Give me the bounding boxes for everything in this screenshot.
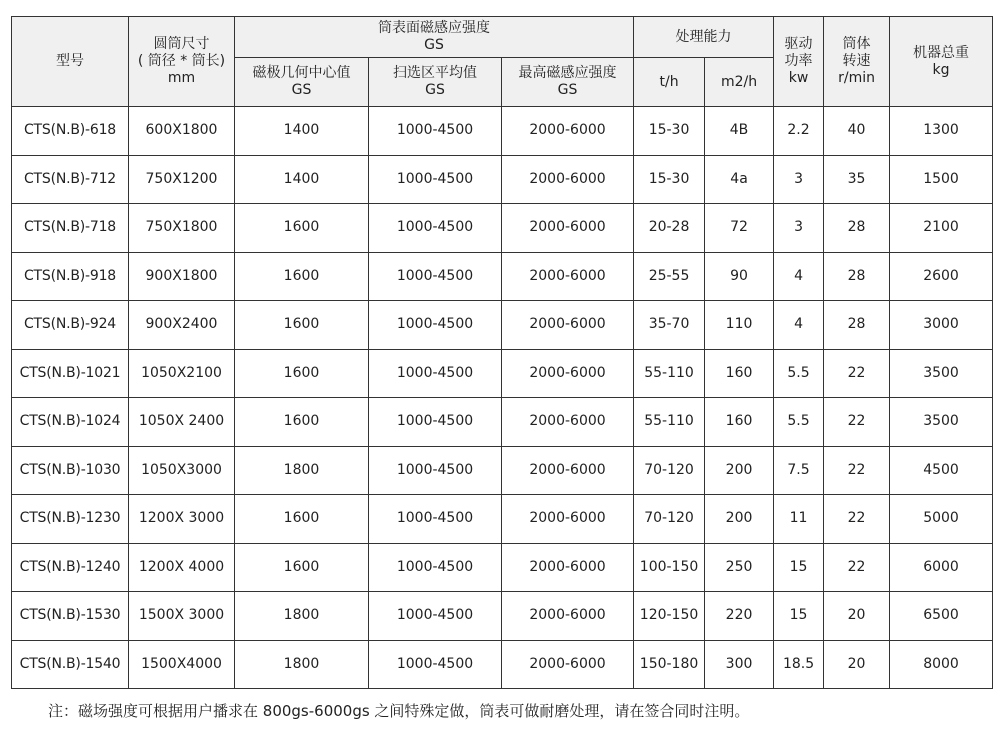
- table-row: [12, 107, 993, 156]
- cell-speed: 22: [824, 543, 890, 592]
- cell-pole-center: 1800: [235, 592, 369, 641]
- cell-weight: 3000: [890, 301, 993, 350]
- cell-m2h: 160: [705, 349, 774, 398]
- cell-m2h: 90: [705, 252, 774, 301]
- table-header: [12, 17, 993, 107]
- cell-m2h: 300: [705, 640, 774, 689]
- spec-table: [11, 16, 993, 689]
- cell-size: 750X1200: [129, 155, 235, 204]
- cell-m2h: 200: [705, 446, 774, 495]
- cell-pole-center: 1600: [235, 349, 369, 398]
- cell-sweep-avg: 1000-4500: [369, 204, 502, 253]
- cell-sweep-avg: 1000-4500: [369, 301, 502, 350]
- cell-model: CTS(N.B)-1230: [12, 495, 129, 544]
- cell-pole-center: 1400: [235, 107, 369, 156]
- cell-m2h: 110: [705, 301, 774, 350]
- cell-model: CTS(N.B)-918: [12, 252, 129, 301]
- cell-power: 3: [774, 204, 824, 253]
- table-body: [12, 107, 993, 689]
- cell-sweep-avg: 1000-4500: [369, 446, 502, 495]
- cell-speed: 22: [824, 398, 890, 447]
- cell-speed: 28: [824, 204, 890, 253]
- header-tph: t/h: [634, 58, 705, 107]
- cell-m2h: 200: [705, 495, 774, 544]
- cell-size: 1500X4000: [129, 640, 235, 689]
- cell-sweep-avg: 1000-4500: [369, 349, 502, 398]
- cell-power: 2.2: [774, 107, 824, 156]
- cell-weight: 6000: [890, 543, 993, 592]
- cell-weight: 8000: [890, 640, 993, 689]
- cell-pole-center: 1600: [235, 495, 369, 544]
- cell-size: 1050X2100: [129, 349, 235, 398]
- cell-power: 4: [774, 301, 824, 350]
- cell-m2h: 220: [705, 592, 774, 641]
- table-row: [12, 155, 993, 204]
- cell-size: 1200X 3000: [129, 495, 235, 544]
- table-row: [12, 252, 993, 301]
- cell-speed: 22: [824, 446, 890, 495]
- header-sweep-avg: 扫选区平均值 GS: [369, 58, 502, 107]
- header-capacity: 处理能力: [634, 17, 774, 58]
- cell-weight: 3500: [890, 398, 993, 447]
- cell-power: 5.5: [774, 349, 824, 398]
- cell-tph: 20-28: [634, 204, 705, 253]
- cell-size: 1050X 2400: [129, 398, 235, 447]
- cell-weight: 1300: [890, 107, 993, 156]
- cell-pole-center: 1800: [235, 640, 369, 689]
- cell-max-field: 2000-6000: [502, 155, 634, 204]
- cell-size: 600X1800: [129, 107, 235, 156]
- header-power: 驱动 功率 kw: [774, 17, 824, 107]
- cell-speed: 22: [824, 495, 890, 544]
- cell-sweep-avg: 1000-4500: [369, 398, 502, 447]
- cell-weight: 1500: [890, 155, 993, 204]
- cell-size: 1500X 3000: [129, 592, 235, 641]
- cell-model: CTS(N.B)-1240: [12, 543, 129, 592]
- table-row: [12, 640, 993, 689]
- cell-m2h: 250: [705, 543, 774, 592]
- cell-pole-center: 1400: [235, 155, 369, 204]
- cell-max-field: 2000-6000: [502, 204, 634, 253]
- cell-sweep-avg: 1000-4500: [369, 252, 502, 301]
- cell-power: 5.5: [774, 398, 824, 447]
- cell-weight: 6500: [890, 592, 993, 641]
- cell-pole-center: 1600: [235, 398, 369, 447]
- header-speed: 筒体 转速 r/min: [824, 17, 890, 107]
- cell-max-field: 2000-6000: [502, 349, 634, 398]
- cell-model: CTS(N.B)-1540: [12, 640, 129, 689]
- cell-tph: 35-70: [634, 301, 705, 350]
- header-surface-field: 筒表面磁感应强度 GS: [235, 17, 634, 58]
- cell-speed: 28: [824, 252, 890, 301]
- header-m2h: m2/h: [705, 58, 774, 107]
- table-row: [12, 543, 993, 592]
- header-model: 型号: [12, 17, 129, 107]
- cell-m2h: 4B: [705, 107, 774, 156]
- cell-m2h: 160: [705, 398, 774, 447]
- cell-sweep-avg: 1000-4500: [369, 155, 502, 204]
- cell-sweep-avg: 1000-4500: [369, 543, 502, 592]
- cell-model: CTS(N.B)-718: [12, 204, 129, 253]
- cell-max-field: 2000-6000: [502, 640, 634, 689]
- cell-pole-center: 1800: [235, 446, 369, 495]
- cell-max-field: 2000-6000: [502, 495, 634, 544]
- cell-model: CTS(N.B)-712: [12, 155, 129, 204]
- cell-pole-center: 1600: [235, 252, 369, 301]
- cell-model: CTS(N.B)-1024: [12, 398, 129, 447]
- table-row: [12, 204, 993, 253]
- table-row: [12, 301, 993, 350]
- cell-tph: 55-110: [634, 398, 705, 447]
- cell-tph: 100-150: [634, 543, 705, 592]
- footnote: 注：磁场强度可根据用户播求在 800gs-6000gs 之间特殊定做，筒表可做耐磨处理，请在签合同时注明。: [48, 702, 750, 720]
- cell-sweep-avg: 1000-4500: [369, 592, 502, 641]
- cell-max-field: 2000-6000: [502, 592, 634, 641]
- cell-model: CTS(N.B)-924: [12, 301, 129, 350]
- cell-model: CTS(N.B)-1530: [12, 592, 129, 641]
- cell-sweep-avg: 1000-4500: [369, 107, 502, 156]
- cell-weight: 2100: [890, 204, 993, 253]
- cell-m2h: 72: [705, 204, 774, 253]
- cell-sweep-avg: 1000-4500: [369, 640, 502, 689]
- table-row: [12, 446, 993, 495]
- table-row: [12, 495, 993, 544]
- cell-weight: 2600: [890, 252, 993, 301]
- cell-tph: 70-120: [634, 446, 705, 495]
- cell-max-field: 2000-6000: [502, 252, 634, 301]
- header-max-field: 最高磁感应强度 GS: [502, 58, 634, 107]
- table-row: [12, 592, 993, 641]
- cell-tph: 150-180: [634, 640, 705, 689]
- cell-power: 3: [774, 155, 824, 204]
- cell-power: 7.5: [774, 446, 824, 495]
- cell-pole-center: 1600: [235, 204, 369, 253]
- cell-speed: 20: [824, 592, 890, 641]
- cell-max-field: 2000-6000: [502, 107, 634, 156]
- cell-tph: 120-150: [634, 592, 705, 641]
- cell-model: CTS(N.B)-618: [12, 107, 129, 156]
- cell-model: CTS(N.B)-1030: [12, 446, 129, 495]
- cell-tph: 55-110: [634, 349, 705, 398]
- cell-tph: 70-120: [634, 495, 705, 544]
- cell-size: 750X1800: [129, 204, 235, 253]
- cell-power: 15: [774, 543, 824, 592]
- cell-size: 1050X3000: [129, 446, 235, 495]
- cell-m2h: 4a: [705, 155, 774, 204]
- cell-tph: 15-30: [634, 107, 705, 156]
- cell-speed: 35: [824, 155, 890, 204]
- cell-sweep-avg: 1000-4500: [369, 495, 502, 544]
- cell-model: CTS(N.B)-1021: [12, 349, 129, 398]
- cell-size: 900X2400: [129, 301, 235, 350]
- cell-power: 18.5: [774, 640, 824, 689]
- cell-weight: 5000: [890, 495, 993, 544]
- cell-size: 1200X 4000: [129, 543, 235, 592]
- cell-power: 15: [774, 592, 824, 641]
- cell-size: 900X1800: [129, 252, 235, 301]
- cell-tph: 15-30: [634, 155, 705, 204]
- cell-weight: 4500: [890, 446, 993, 495]
- cell-speed: 28: [824, 301, 890, 350]
- cell-weight: 3500: [890, 349, 993, 398]
- cell-tph: 25-55: [634, 252, 705, 301]
- cell-power: 4: [774, 252, 824, 301]
- cell-max-field: 2000-6000: [502, 446, 634, 495]
- cell-power: 11: [774, 495, 824, 544]
- cell-pole-center: 1600: [235, 543, 369, 592]
- header-weight: 机器总重 kg: [890, 17, 993, 107]
- cell-pole-center: 1600: [235, 301, 369, 350]
- cell-speed: 40: [824, 107, 890, 156]
- header-drum-size: 圆筒尺寸 ( 筒径 * 筒长) mm: [129, 17, 235, 107]
- table-row: [12, 398, 993, 447]
- cell-speed: 20: [824, 640, 890, 689]
- cell-speed: 22: [824, 349, 890, 398]
- table-row: [12, 349, 993, 398]
- header-pole-center: 磁极几何中心值 GS: [235, 58, 369, 107]
- cell-max-field: 2000-6000: [502, 543, 634, 592]
- cell-max-field: 2000-6000: [502, 301, 634, 350]
- cell-max-field: 2000-6000: [502, 398, 634, 447]
